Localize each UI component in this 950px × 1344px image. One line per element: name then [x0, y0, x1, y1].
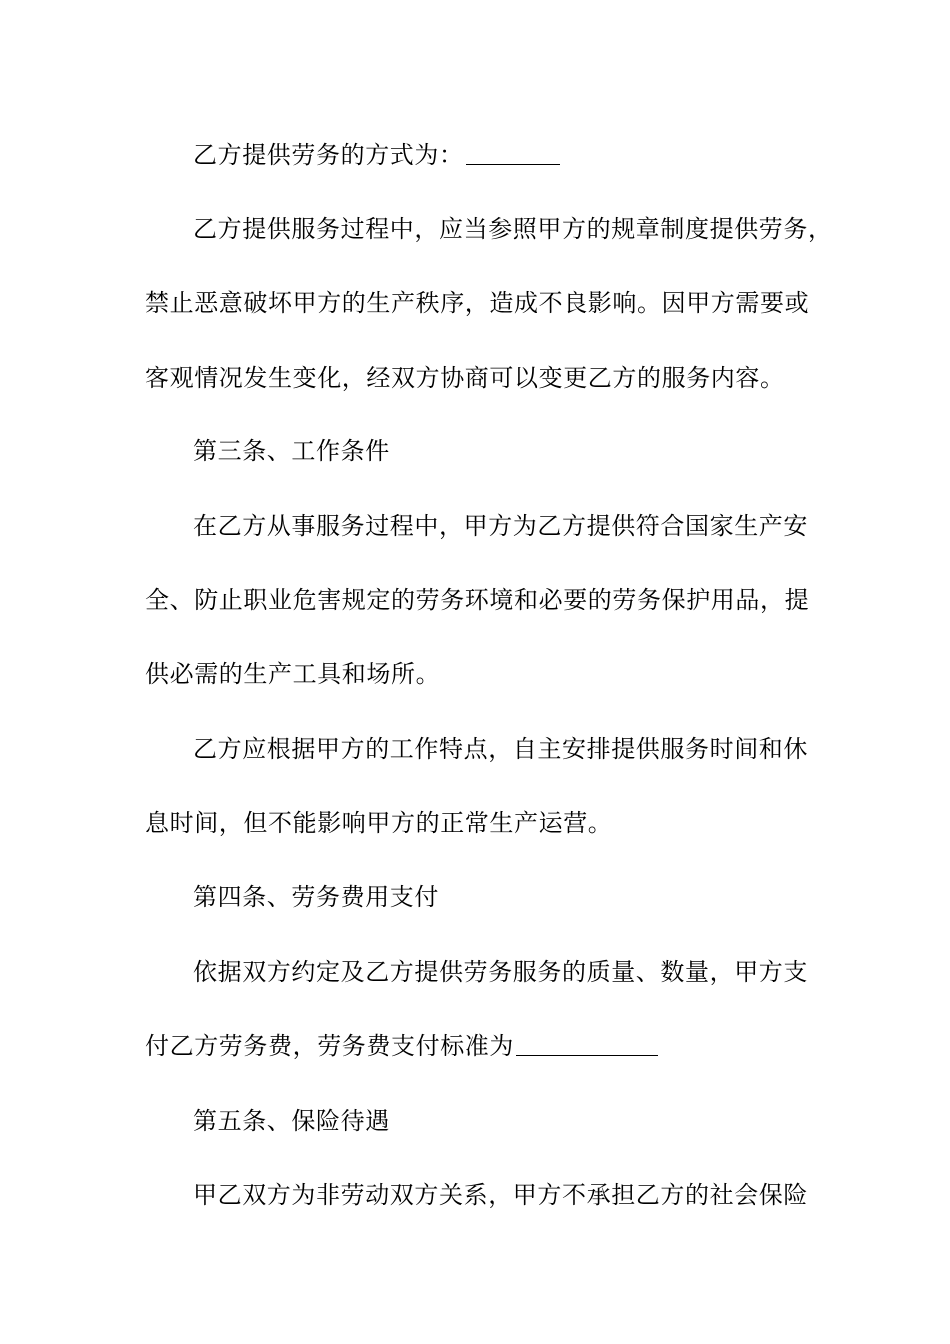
paragraph-line — [145, 1031, 658, 1061]
paragraph-line: 在乙方从事服务过程中，甲方为乙方提供符合国家生产安 — [193, 512, 808, 540]
section-heading: 第四条、劳务费用支付 — [193, 883, 439, 911]
fill-in-blank — [516, 1033, 658, 1056]
section-heading: 第三条、工作条件 — [193, 437, 390, 465]
paragraph-line: 甲乙双方为非劳动双方关系，甲方不承担乙方的社会保险 — [193, 1181, 808, 1209]
paragraph-line: 禁止恶意破坏甲方的生产秩序，造成不良影响。因甲方需要或 — [145, 289, 810, 317]
paragraph-line: 全、防止职业危害规定的劳务环境和必要的劳务保护用品，提 — [145, 586, 810, 614]
line-text: 乙方提供劳务的方式为： — [193, 141, 464, 169]
section-heading: 第五条、保险待遇 — [193, 1107, 390, 1135]
line-text: 付乙方劳务费，劳务费支付标准为 — [145, 1032, 514, 1060]
paragraph-line: 客观情况发生变化，经双方协商可以变更乙方的服务内容。 — [145, 364, 785, 392]
paragraph-line: 息时间，但不能影响甲方的正常生产运营。 — [145, 809, 613, 837]
paragraph-line: 乙方提供服务过程中，应当参照甲方的规章制度提供劳务， — [193, 215, 833, 243]
fill-in-blank — [466, 142, 560, 165]
paragraph-line: 供必需的生产工具和场所。 — [145, 660, 441, 688]
paragraph-line — [193, 140, 560, 170]
paragraph-line: 依据双方约定及乙方提供劳务服务的质量、数量，甲方支 — [193, 958, 808, 986]
paragraph-line: 乙方应根据甲方的工作特点，自主安排提供服务时间和休 — [193, 735, 808, 763]
